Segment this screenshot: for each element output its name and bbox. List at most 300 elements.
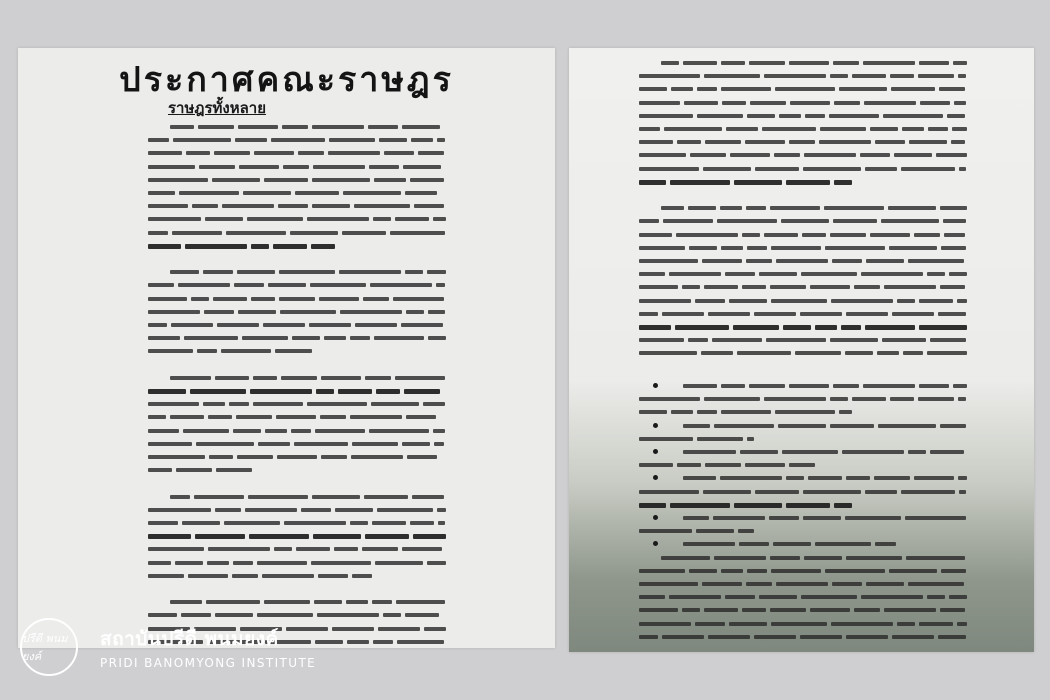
text-line-segment bbox=[215, 376, 249, 380]
text-line-segment bbox=[183, 429, 229, 433]
text-line-segment bbox=[919, 61, 949, 65]
text-line-segment bbox=[170, 415, 204, 419]
text-line-segment bbox=[675, 325, 729, 330]
text-line-segment bbox=[938, 312, 966, 316]
text-line-segment bbox=[770, 556, 800, 560]
text-line-segment bbox=[846, 312, 888, 316]
text-line-segment bbox=[958, 397, 966, 401]
text-line-segment bbox=[275, 349, 312, 353]
text-line-segment bbox=[953, 384, 967, 388]
signature-text: ปรีดี พนมยงค์ bbox=[22, 632, 68, 663]
text-line-segment bbox=[863, 61, 915, 65]
text-line-segment bbox=[247, 217, 303, 221]
text-line-segment bbox=[264, 178, 308, 182]
text-line-segment bbox=[786, 180, 830, 185]
body-text-lines bbox=[569, 48, 1034, 652]
text-line-segment bbox=[319, 297, 359, 301]
text-line-segment bbox=[803, 167, 861, 171]
text-line-segment bbox=[257, 613, 313, 617]
list-bullet bbox=[653, 475, 658, 480]
text-line-segment bbox=[749, 384, 785, 388]
text-line-segment bbox=[148, 349, 193, 353]
text-line-segment bbox=[861, 272, 923, 276]
text-line-segment bbox=[683, 384, 717, 388]
text-line-segment bbox=[236, 415, 272, 419]
text-line-segment bbox=[906, 556, 965, 560]
text-line-segment bbox=[892, 635, 934, 639]
text-line-segment bbox=[403, 165, 441, 169]
text-line-segment bbox=[238, 125, 278, 129]
text-line-segment bbox=[148, 508, 211, 512]
text-line-segment bbox=[311, 561, 371, 565]
proclamation-title: ประกาศคณะราษฎร bbox=[119, 60, 454, 100]
text-line-segment bbox=[676, 233, 738, 237]
text-line-segment bbox=[754, 312, 796, 316]
text-line-segment bbox=[734, 503, 782, 508]
list-bullet bbox=[653, 515, 658, 520]
text-line-segment bbox=[863, 384, 915, 388]
text-line-segment bbox=[670, 503, 730, 508]
text-line-segment bbox=[249, 534, 309, 539]
text-line-segment bbox=[279, 270, 335, 274]
text-line-segment bbox=[639, 312, 658, 316]
text-line-segment bbox=[170, 600, 202, 604]
text-line-segment bbox=[810, 608, 850, 612]
text-line-segment bbox=[378, 627, 420, 631]
text-line-segment bbox=[370, 283, 432, 287]
text-line-segment bbox=[779, 114, 801, 118]
text-line-segment bbox=[833, 219, 877, 223]
text-line-segment bbox=[209, 455, 233, 459]
text-line-segment bbox=[846, 635, 888, 639]
text-line-segment bbox=[952, 127, 967, 131]
text-line-segment bbox=[437, 508, 446, 512]
text-line-segment bbox=[721, 569, 743, 573]
text-line-segment bbox=[215, 508, 241, 512]
text-line-segment bbox=[795, 351, 841, 355]
text-line-segment bbox=[682, 285, 700, 289]
text-line-segment bbox=[639, 219, 659, 223]
text-line-segment bbox=[242, 336, 288, 340]
text-line-segment bbox=[639, 299, 691, 303]
text-line-segment bbox=[639, 437, 693, 441]
text-line-segment bbox=[865, 325, 915, 330]
text-line-segment bbox=[294, 442, 348, 446]
text-line-segment bbox=[346, 600, 368, 604]
text-line-segment bbox=[833, 384, 859, 388]
text-line-segment bbox=[918, 397, 954, 401]
text-line-segment bbox=[379, 138, 407, 142]
text-line-segment bbox=[846, 476, 870, 480]
text-line-segment bbox=[738, 529, 754, 533]
text-line-segment bbox=[362, 547, 398, 551]
text-line-segment bbox=[264, 600, 310, 604]
text-line-segment bbox=[639, 246, 685, 250]
text-line-segment bbox=[257, 561, 307, 565]
text-line-segment bbox=[959, 167, 966, 171]
text-line-segment bbox=[677, 140, 701, 144]
text-line-segment bbox=[663, 219, 713, 223]
text-line-segment bbox=[789, 140, 815, 144]
text-line-segment bbox=[354, 204, 410, 208]
text-line-segment bbox=[762, 127, 816, 131]
text-line-segment bbox=[434, 442, 444, 446]
text-line-segment bbox=[831, 299, 893, 303]
text-line-segment bbox=[203, 270, 233, 274]
text-line-segment bbox=[148, 165, 195, 169]
text-line-segment bbox=[178, 283, 230, 287]
text-line-segment bbox=[639, 463, 673, 467]
text-line-segment bbox=[861, 595, 923, 599]
institute-branding bbox=[20, 618, 316, 676]
text-line-segment bbox=[428, 310, 445, 314]
text-line-segment bbox=[321, 455, 347, 459]
text-line-segment bbox=[875, 542, 896, 546]
text-line-segment bbox=[296, 547, 330, 551]
text-line-segment bbox=[347, 640, 369, 644]
text-line-segment bbox=[639, 233, 672, 237]
text-line-segment bbox=[310, 283, 366, 287]
text-line-segment bbox=[764, 233, 798, 237]
text-line-segment bbox=[671, 87, 693, 91]
text-line-segment bbox=[639, 582, 698, 586]
text-line-segment bbox=[436, 283, 445, 287]
text-line-segment bbox=[315, 640, 343, 644]
text-line-segment bbox=[217, 323, 259, 327]
text-line-segment bbox=[746, 582, 772, 586]
text-line-segment bbox=[870, 127, 898, 131]
text-line-segment bbox=[170, 125, 194, 129]
text-line-segment bbox=[902, 127, 924, 131]
text-line-segment bbox=[771, 246, 821, 250]
text-line-segment bbox=[755, 167, 799, 171]
text-line-segment bbox=[927, 595, 945, 599]
body-text-lines bbox=[18, 48, 555, 648]
text-line-segment bbox=[206, 600, 260, 604]
text-line-segment bbox=[884, 608, 936, 612]
text-line-segment bbox=[148, 468, 172, 472]
text-line-segment bbox=[940, 285, 965, 289]
text-line-segment bbox=[830, 233, 866, 237]
text-line-segment bbox=[204, 310, 234, 314]
text-line-segment bbox=[930, 450, 964, 454]
text-line-segment bbox=[284, 521, 346, 525]
text-line-segment bbox=[405, 270, 423, 274]
text-line-segment bbox=[237, 455, 273, 459]
text-line-segment bbox=[243, 191, 291, 195]
text-line-segment bbox=[927, 351, 967, 355]
text-line-segment bbox=[905, 516, 966, 520]
text-line-segment bbox=[764, 397, 826, 401]
text-line-segment bbox=[938, 635, 966, 639]
text-line-segment bbox=[683, 61, 717, 65]
text-line-segment bbox=[703, 167, 751, 171]
text-line-segment bbox=[342, 231, 386, 235]
text-line-segment bbox=[742, 233, 760, 237]
text-line-segment bbox=[825, 246, 885, 250]
text-line-segment bbox=[273, 244, 307, 249]
institute-name-english: PRIDI BANOMYONG INSTITUTE bbox=[100, 656, 317, 670]
text-line-segment bbox=[329, 138, 375, 142]
text-line-segment bbox=[927, 272, 945, 276]
text-line-segment bbox=[810, 285, 850, 289]
text-line-segment bbox=[282, 125, 308, 129]
text-line-segment bbox=[696, 529, 734, 533]
text-line-segment bbox=[944, 233, 965, 237]
text-line-segment bbox=[639, 490, 699, 494]
text-line-segment bbox=[413, 534, 446, 539]
text-line-segment bbox=[352, 574, 372, 578]
list-bullet bbox=[653, 449, 658, 454]
text-line-segment bbox=[803, 516, 841, 520]
text-line-segment bbox=[639, 325, 671, 330]
text-line-segment bbox=[215, 613, 253, 617]
text-line-segment bbox=[639, 167, 699, 171]
text-line-segment bbox=[390, 231, 445, 235]
text-line-segment bbox=[697, 114, 743, 118]
text-line-segment bbox=[328, 151, 380, 155]
text-line-segment bbox=[402, 547, 442, 551]
text-line-segment bbox=[170, 270, 199, 274]
text-line-segment bbox=[790, 101, 830, 105]
text-line-segment bbox=[208, 415, 232, 419]
text-line-segment bbox=[148, 521, 178, 525]
text-line-segment bbox=[677, 463, 701, 467]
text-line-segment bbox=[639, 608, 678, 612]
text-line-segment bbox=[251, 244, 269, 249]
text-line-segment bbox=[781, 219, 829, 223]
text-line-segment bbox=[897, 622, 915, 626]
text-line-segment bbox=[908, 450, 926, 454]
text-line-segment bbox=[726, 127, 758, 131]
text-line-segment bbox=[279, 297, 315, 301]
text-line-segment bbox=[714, 556, 766, 560]
text-line-segment bbox=[750, 101, 786, 105]
text-line-segment bbox=[713, 516, 765, 520]
text-line-segment bbox=[805, 114, 825, 118]
text-line-segment bbox=[148, 429, 179, 433]
text-line-segment bbox=[888, 206, 936, 210]
text-line-segment bbox=[833, 61, 859, 65]
text-line-segment bbox=[313, 165, 365, 169]
text-line-segment bbox=[662, 635, 704, 639]
text-line-segment bbox=[148, 402, 199, 406]
text-line-segment bbox=[374, 178, 406, 182]
text-line-segment bbox=[350, 336, 370, 340]
text-line-segment bbox=[363, 297, 389, 301]
text-line-segment bbox=[733, 325, 779, 330]
text-line-segment bbox=[770, 608, 806, 612]
text-line-segment bbox=[148, 217, 201, 221]
text-line-segment bbox=[882, 338, 926, 342]
text-line-segment bbox=[830, 397, 848, 401]
text-line-segment bbox=[689, 569, 717, 573]
text-line-segment bbox=[406, 310, 424, 314]
text-line-segment bbox=[702, 582, 742, 586]
text-line-segment bbox=[350, 521, 368, 525]
text-line-segment bbox=[248, 495, 308, 499]
text-line-segment bbox=[901, 490, 955, 494]
text-line-segment bbox=[194, 495, 244, 499]
text-line-segment bbox=[332, 627, 374, 631]
text-line-segment bbox=[841, 325, 861, 330]
text-line-segment bbox=[688, 338, 708, 342]
text-line-segment bbox=[433, 217, 446, 221]
text-line-segment bbox=[639, 569, 685, 573]
text-line-segment bbox=[207, 561, 229, 565]
text-line-segment bbox=[721, 87, 771, 91]
text-line-segment bbox=[351, 455, 403, 459]
text-line-segment bbox=[755, 490, 799, 494]
text-line-segment bbox=[192, 204, 218, 208]
text-line-segment bbox=[254, 151, 294, 155]
text-line-segment bbox=[148, 323, 167, 327]
text-line-segment bbox=[437, 138, 445, 142]
text-line-segment bbox=[190, 389, 246, 394]
text-line-segment bbox=[173, 138, 231, 142]
text-line-segment bbox=[866, 259, 904, 263]
text-line-segment bbox=[919, 622, 953, 626]
text-line-segment bbox=[148, 283, 174, 287]
text-line-segment bbox=[830, 74, 848, 78]
text-line-segment bbox=[639, 153, 686, 157]
text-line-segment bbox=[175, 561, 203, 565]
text-line-segment bbox=[148, 231, 168, 235]
text-line-segment bbox=[170, 376, 211, 380]
text-line-segment bbox=[884, 285, 936, 289]
text-line-segment bbox=[894, 153, 932, 157]
text-line-segment bbox=[684, 101, 718, 105]
text-line-segment bbox=[747, 114, 775, 118]
text-line-segment bbox=[703, 490, 751, 494]
text-line-segment bbox=[148, 310, 200, 314]
text-line-segment bbox=[801, 272, 857, 276]
text-line-segment bbox=[411, 138, 433, 142]
text-line-segment bbox=[708, 312, 750, 316]
text-line-segment bbox=[759, 272, 797, 276]
text-line-segment bbox=[725, 272, 755, 276]
text-line-segment bbox=[661, 206, 684, 210]
text-line-segment bbox=[802, 233, 826, 237]
text-line-segment bbox=[903, 351, 923, 355]
text-line-segment bbox=[957, 299, 967, 303]
text-line-segment bbox=[185, 244, 247, 249]
text-line-segment bbox=[376, 389, 400, 394]
text-line-segment bbox=[852, 74, 886, 78]
text-line-segment bbox=[395, 217, 429, 221]
text-line-segment bbox=[864, 101, 916, 105]
text-line-segment bbox=[697, 410, 717, 414]
text-line-segment bbox=[714, 424, 774, 428]
text-line-segment bbox=[148, 574, 184, 578]
text-line-segment bbox=[148, 455, 205, 459]
text-line-segment bbox=[212, 178, 260, 182]
text-line-segment bbox=[176, 468, 212, 472]
text-line-segment bbox=[639, 397, 700, 401]
text-line-segment bbox=[786, 476, 804, 480]
text-line-segment bbox=[373, 640, 393, 644]
text-line-segment bbox=[427, 270, 446, 274]
text-line-segment bbox=[318, 574, 348, 578]
text-line-segment bbox=[301, 508, 331, 512]
text-line-segment bbox=[919, 325, 967, 330]
text-line-segment bbox=[804, 153, 856, 157]
text-line-segment bbox=[854, 285, 880, 289]
text-line-segment bbox=[371, 402, 419, 406]
text-line-segment bbox=[690, 153, 726, 157]
text-line-segment bbox=[729, 622, 767, 626]
text-line-segment bbox=[424, 627, 446, 631]
text-line-segment bbox=[775, 410, 835, 414]
text-line-segment bbox=[639, 338, 684, 342]
text-line-segment bbox=[320, 415, 346, 419]
text-line-segment bbox=[214, 151, 250, 155]
text-line-segment bbox=[203, 402, 225, 406]
text-line-segment bbox=[845, 516, 901, 520]
text-line-segment bbox=[683, 476, 716, 480]
text-line-segment bbox=[250, 389, 312, 394]
text-line-segment bbox=[815, 325, 837, 330]
text-line-segment bbox=[311, 244, 335, 249]
text-line-segment bbox=[170, 495, 190, 499]
text-line-segment bbox=[263, 323, 305, 327]
text-line-segment bbox=[890, 74, 914, 78]
text-line-segment bbox=[721, 384, 745, 388]
text-line-segment bbox=[395, 376, 445, 380]
text-line-segment bbox=[815, 542, 871, 546]
text-line-segment bbox=[383, 613, 401, 617]
text-line-segment bbox=[397, 640, 444, 644]
text-line-segment bbox=[639, 410, 667, 414]
text-line-segment bbox=[290, 231, 338, 235]
text-line-segment bbox=[683, 450, 736, 454]
text-line-segment bbox=[414, 204, 444, 208]
text-line-segment bbox=[271, 138, 325, 142]
text-line-segment bbox=[172, 231, 222, 235]
text-line-segment bbox=[789, 384, 829, 388]
text-line-segment bbox=[820, 127, 866, 131]
institute-name-thai: สถาบันปรีดี พนมยงค์ bbox=[100, 628, 279, 650]
text-line-segment bbox=[295, 191, 339, 195]
text-line-segment bbox=[148, 561, 171, 565]
text-line-segment bbox=[393, 297, 444, 301]
text-line-segment bbox=[148, 204, 188, 208]
text-line-segment bbox=[355, 323, 397, 327]
text-line-segment bbox=[771, 299, 827, 303]
text-line-segment bbox=[683, 542, 735, 546]
text-line-segment bbox=[179, 191, 239, 195]
text-line-segment bbox=[375, 561, 423, 565]
text-line-segment bbox=[721, 246, 743, 250]
text-line-segment bbox=[406, 415, 436, 419]
text-line-segment bbox=[205, 217, 243, 221]
text-line-segment bbox=[396, 600, 445, 604]
text-line-segment bbox=[208, 547, 270, 551]
text-line-segment bbox=[671, 410, 693, 414]
text-line-segment bbox=[689, 246, 717, 250]
text-line-segment bbox=[683, 516, 709, 520]
text-line-segment bbox=[721, 61, 745, 65]
text-line-segment bbox=[824, 206, 884, 210]
text-line-segment bbox=[314, 600, 342, 604]
text-line-segment bbox=[875, 140, 905, 144]
text-line-segment bbox=[184, 336, 238, 340]
text-line-segment bbox=[878, 424, 936, 428]
text-line-segment bbox=[368, 125, 398, 129]
text-line-segment bbox=[776, 582, 828, 586]
text-line-segment bbox=[372, 600, 392, 604]
text-line-segment bbox=[774, 153, 800, 157]
